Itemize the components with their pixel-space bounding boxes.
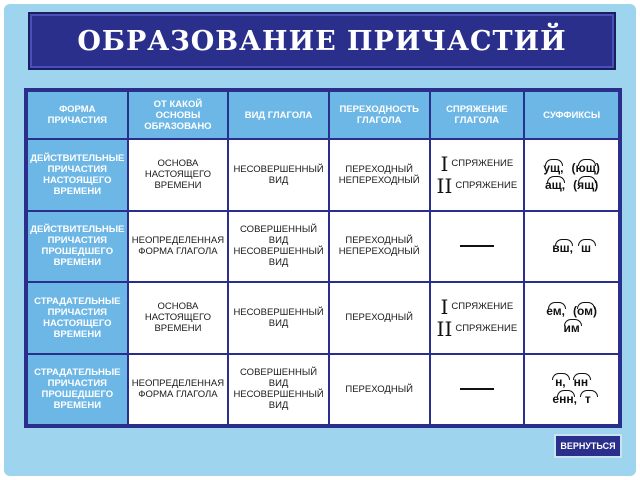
conjugation-number: I [440,151,449,176]
suffix: ем, [546,303,565,318]
row-aspect: СОВЕРШЕННЫЙ ВИД НЕСОВЕРШЕННЫЙ ВИД [228,211,329,283]
row-conjugation [430,211,525,283]
suffix: енн, [552,392,577,407]
conjugation-number: I [440,294,449,319]
suffix: вш, [552,240,573,255]
row-suffixes [524,211,619,283]
conjugation-number: II [436,316,453,341]
suffix: нн [573,375,589,390]
dash-mark [460,388,494,390]
table-row [27,282,619,354]
header-row [27,91,619,139]
row-suffixes [524,139,619,211]
row-form: СТРАДАТЕЛЬНЫЕ ПРИЧАСТИЯ ПРОШЕДШЕГО ВРЕМЕНИ [27,354,128,426]
page-title: ОБРАЗОВАНИЕ ПРИЧАСТИЙ [77,25,567,57]
header-suffixes: СУФФИКСЫ [524,91,619,139]
suffix: (ом) [572,303,597,318]
suffix: (ющ) [571,160,600,175]
row-aspect: НЕСОВЕРШЕННЫЙ ВИД [228,282,329,354]
suffix: им [563,320,580,335]
row-base: ОСНОВА НАСТОЯЩЕГО ВРЕМЕНИ [128,282,229,354]
row-base: НЕОПРЕДЕЛЕННАЯ ФОРМА ГЛАГОЛА [128,211,229,283]
row-base: ОСНОВА НАСТОЯЩЕГО ВРЕМЕНИ [128,139,229,211]
row-suffixes [524,282,619,354]
row-conjugation [430,354,525,426]
conjugation-label: СПРЯЖЕНИЕ [455,323,518,335]
suffix: ащ, [544,177,566,192]
conjugation-label: СПРЯЖЕНИЕ [451,158,514,170]
title-banner [28,12,616,70]
row-suffixes [524,354,619,426]
row-aspect: НЕСОВЕРШЕННЫЙ ВИД [228,139,329,211]
suffix: ущ, [543,160,564,175]
conjugation-label: СПРЯЖЕНИЕ [451,301,514,313]
header-base: ОТ КАКОЙ ОСНОВЫ ОБРАЗОВАНО [128,91,229,139]
header-conjugation: СПРЯЖЕНИЕ ГЛАГОЛА [430,91,525,139]
dash-mark [460,245,494,247]
suffix: (ящ) [573,177,599,192]
header-form: ФОРМА ПРИЧАСТИЯ [27,91,128,139]
table-row [27,139,619,211]
row-aspect: СОВЕРШЕННЫЙ ВИД НЕСОВЕРШЕННЫЙ ВИД [228,354,329,426]
conjugation-number: II [436,173,453,198]
table-row [27,354,619,426]
participles-table [24,88,622,428]
row-form: СТРАДАТЕЛЬНЫЕ ПРИЧАСТИЯ НАСТОЯЩЕГО ВРЕМЕНИ [27,282,128,354]
header-aspect: ВИД ГЛАГОЛА [228,91,329,139]
suffix: н, [555,375,566,390]
row-transitivity: ПЕРЕХОДНЫЙ НЕПЕРЕХОДНЫЙ [329,139,430,211]
row-transitivity: ПЕРЕХОДНЫЙ [329,282,430,354]
row-conjugation [430,282,525,354]
row-form: ДЕЙСТВИТЕЛЬНЫЕ ПРИЧАСТИЯ ПРОШЕДШЕГО ВРЕМЕНИ [27,211,128,283]
row-transitivity: ПЕРЕХОДНЫЙ НЕПЕРЕХОДНЫЙ [329,211,430,283]
row-form: ДЕЙСТВИТЕЛЬНЫЕ ПРИЧАСТИЯ НАСТОЯЩЕГО ВРЕМЕНИ [27,139,128,211]
row-conjugation [430,139,525,211]
back-button[interactable]: ВЕРНУТЬСЯ [554,434,622,458]
table-row [27,211,619,283]
row-base: НЕОПРЕДЕЛЕННАЯ ФОРМА ГЛАГОЛА [128,354,229,426]
conjugation-label: СПРЯЖЕНИЕ [455,180,518,192]
header-transitivity: ПЕРЕХОДНОСТЬ ГЛАГОЛА [329,91,430,139]
suffix: ш [580,240,591,255]
suffix: т [584,392,591,407]
row-transitivity: ПЕРЕХОДНЫЙ [329,354,430,426]
